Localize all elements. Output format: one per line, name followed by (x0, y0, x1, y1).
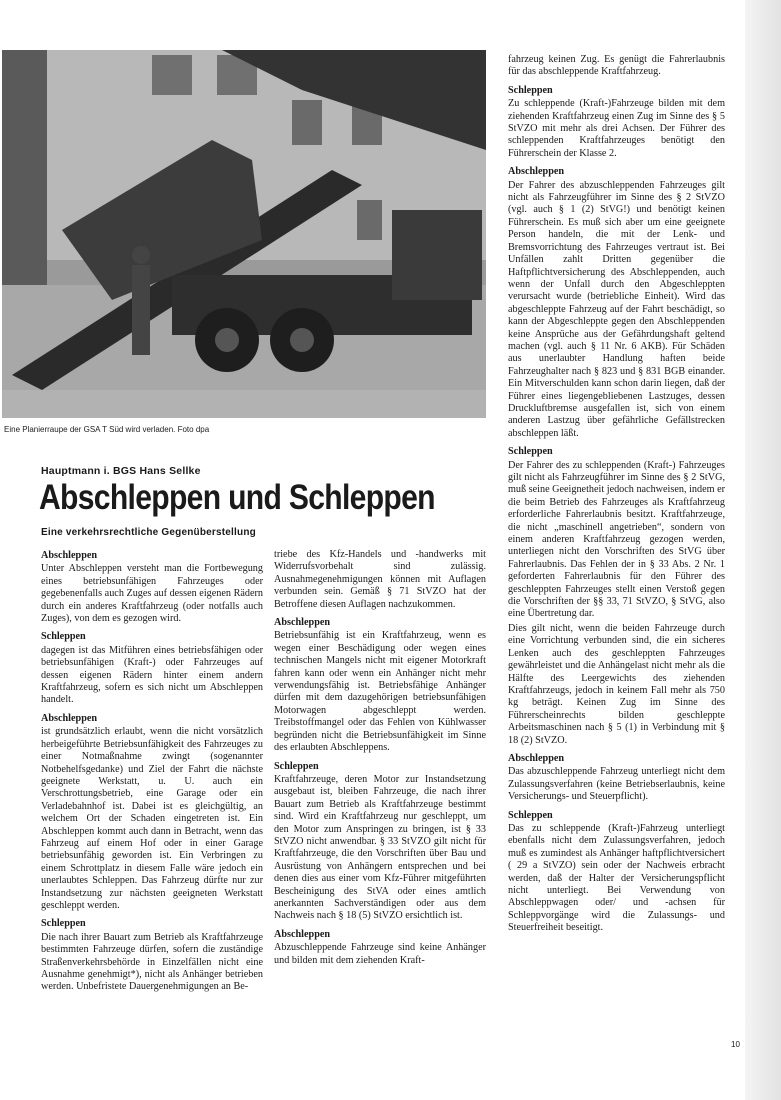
section-paragraph: Der Fahrer des abzuschleppenden Fahrzeuges gilt nicht als Fahrzeugführer im Sinne des § 2 StVZO (vgl. auch § 1 (2) StVG!) und benötigt keinen Führerschein. Es muß sich aber um eine geeignete Person handeln, die mit der Lenk- und Bremsvorrichtung des Fahrzeuges vertraut ist. Bei Unfällen zahlt Dritten gegenüber die Haftpflichtversicherung des Abschleppenden, auch wenn der Unfall durch den Abgeschleppten verursacht wurde (betriebliche Einheit). Wird das abgeschleppte Fahrzeug auf der Fahrt beschädigt, so kann der Abgeschleppte gegen den Abschleppenden keine Ansprüche aus der Gefährdungshaft geltend machen (vgl. auch § 11 Nr. 6 AKB). Für Schäden aus unerlaubter Handlung haften beide Fahrzeughalter nach § 823 und § 831 BGB einander. Ein Mitverschulden kann schon darin liegen, daß der Führer eines liegengebliebenen Lastzuges, dessen Druckluftbremse ausgefallen ist, sich von einem anderen Lastzug über gefährliche Gefällstrecken abschleppen läßt. (508, 179, 725, 439)
text-column-1 (41, 544, 263, 996)
section-paragraph: Der Fahrer des zu schleppenden (Kraft-) Fahrzeuges gilt nicht als Fahrzeugführer im Sinne des § 2 StVG, muß seine Geeignetheit jedoch nachweisen, indem er die beim Betrieb des Fahrzeuges als Kraftfahrzeug erforderliche Fahrerlaubnis besitzt. Kraftfahrzeuge, die nicht „maschinell angetrieben“, sondern von einem anderen Kraftfahrzeug gezogen werden, unterliegen nicht den Vorschriften des StVG über Fahrerlaubnis. Das Fehlen der in § 33 Abs. 2 Nr. 1 geforderten Fahrerlaubnis für den Führer des geschleppten Fahrzeuges stellt einen Verstoß gegen die Vorschriften der §§ 33, 71 StVZO, § StVG, also eine Übertretung dar. (508, 459, 725, 620)
section-heading: Schleppen (41, 918, 86, 930)
news-photo (2, 50, 486, 418)
photo-caption: Eine Planierraupe der GSA T Süd wird verladen. Foto dpa (4, 425, 210, 434)
section-heading: Schleppen (274, 760, 319, 772)
section-heading: Abschleppen (274, 617, 331, 629)
section-heading: Abschleppen (508, 752, 565, 764)
section-heading: Schleppen (508, 446, 553, 458)
text-column-2 (274, 549, 486, 969)
section-paragraph: Abzuschleppende Fahrzeuge sind keine Anhänger und bilden mit dem ziehenden Kraft- (274, 942, 486, 966)
article-subtitle: Eine verkehrsrechtliche Gegenüberstellung (41, 527, 256, 538)
section-paragraph: Zu schleppende (Kraft-)Fahrzeuge bilden mit dem ziehenden Kraftfahrzeug einen Zug im Sinne des § 5 StVZO mit mehr als drei Achsen. Der Führer des schleppenden Kraftfahrzeuges benötigt den Führerschein der Klasse 2. (508, 98, 725, 159)
section-paragraph: triebe des Kfz-Handels und -handwerks mit Widerrufsvorbehalt sind zulässig. Ausnahmegenehmigungen können mit Auflagen verbunden sein. Gemäß § 71 StVZO hat der Betroffene diesen Auflagen nachzukommen. (274, 549, 486, 610)
section-paragraph: Betriebsunfähig ist ein Kraftfahrzeug, wenn es wegen einer Beschädigung oder wegen eines technischen Mangels nicht mit eigener Motorkraft fahren kann oder wenn ein Anhänger nicht mehr verwendungsfähig ist. Betriebsfähige Anhänger dürfen mit dem dazugehörigen betriebsunfähigen Motorwagen abgeschleppt werden. Treibstoffmangel oder das Fehlen von Kühlwasser begründen nicht die Betriebsunfähigkeit im Sinne des erlaubten Abschleppens. (274, 630, 486, 754)
section-heading: Abschleppen (41, 550, 98, 561)
page-edge (745, 0, 781, 1100)
section-paragraph: Dies gilt nicht, wenn die beiden Fahrzeuge durch eine Vorrichtung verbunden sind, die ein sicheres Lenken auch des geschleppten Fahrzeuges gewährleistet und die Anhängelast nicht mehr als die Hälfte des Leergewichts des ziehenden Kraftfahrzeugs, jedoch in keinem Fall mehr als 750 kg beträgt. Keinen Zug im Sinne des Führerscheinrechts bilden geschleppte Arbeitsmaschinen nach § 5 (1) in Verbindung mit § 18 (2) StVZO. (508, 622, 725, 746)
section-heading: Abschleppen (274, 928, 331, 940)
section-paragraph: Unter Abschleppen versteht man die Fortbewegung eines betriebsunfähigen Fahrzeuges oder gegebenenfalls auch Zuges auf dessen eigenen Rädern durch ein anderes Kraftfahrzeug (oder notfalls auch Zuges), von dem es gezogen wird. (41, 563, 263, 625)
section-paragraph: ist grundsätzlich erlaubt, wenn die nicht vorsätzlich herbeigeführte Betriebsunfähigkeit des Fahrzeuges zu einer Notmaßnahme zwingt (sogenannter Notbehelfsgedanke) und Ziel der Fahrt die nächste geeignete Werkstatt, u. U. auch ein Verschrottungsbetrieb, eine Garage oder ein Verladebahnhof ist. Dabei ist es gleichgültig, an welchem Ort der Schaden eingetreten ist. Ein Abschleppen kommt auch dann in Betracht, wenn das Fahrzeug auf einem Hof oder in einer Garage betriebsunfähig geworden ist. Ein Verbringen zu einem Schrottplatz in diesem Falle wäre jedoch ein unerlaubtes Schleppen. Das Fahrzeug dürfte nur zur Instandsetzung zur nächsten geeigneten Werkstatt geschleppt werden. (41, 726, 263, 911)
author-line: Hauptmann i. BGS Hans Sellke (41, 465, 201, 477)
section-paragraph: dagegen ist das Mitführen eines betriebsfähigen oder betriebsunfähigen (Kraft-) oder Fahrzeuges auf dessen eigenen Rädern hinter einem andern Kraftfahrzeug, sofern es sich nicht um Abschleppen handelt. (41, 644, 263, 706)
section-heading: Schleppen (508, 84, 553, 96)
text-column-3 (508, 54, 725, 937)
section-paragraph: fahrzeug keinen Zug. Es genügt die Fahrerlaubnis für das abschleppende Kraftfahrzeug. (508, 54, 725, 78)
section-heading: Abschleppen (41, 712, 98, 724)
section-paragraph: Kraftfahrzeuge, deren Motor zur Instandsetzung ausgebaut ist, bleiben Fahrzeuge, die nach ihrer Bauart zum Betrieb als Kraftfahrzeuge bestimmt sind. Wird ein Kraftfahrzeug nur geschleppt, um den Motor zum Anspringen zu bringen, ist § 33 StVZO nicht anwendbar. § 33 StVZO gilt nicht für Kraftfahrzeuge, die den Vorschriften über Bau und Ausrüstung von Anhängern entsprechen und bei denen dies aus einer vom Kfz-Führer mitgeführten Bescheinigung des StVA oder eines amtlich anerkannten Sachverständigen oder aus dem Nachweis nach § 18 (5) StVZO ersichtlich ist. (274, 773, 486, 922)
section-heading: Schleppen (41, 631, 86, 643)
article-title: Abschleppen und Schleppen (39, 478, 435, 517)
section-paragraph: Die nach ihrer Bauart zum Betrieb als Kraftfahrzeuge bestimmten Fahrzeuge dürfen, sofern die zuständige Straßenverkehrsbehörde in Einzelfällen nicht eine Ausnahme genehmigt*), nicht als Anhänger betrieben werden. Unbefristete Dauergenehmigungen an Be- (41, 931, 263, 993)
photo-illustration (2, 50, 486, 418)
section-heading: Abschleppen (508, 166, 565, 178)
page-number: 10 (731, 1040, 740, 1049)
section-heading: Schleppen (508, 809, 553, 821)
section-paragraph: Das zu schleppende (Kraft-)Fahrzeug unterliegt ebenfalls nicht dem Zulassungsverfahren, jedoch muß es zumindest als Anhänger haftpflichtversichert ( 29 a StVZO) sein oder der Nachweis erbracht werden, daß der Halter der Versicherungspflicht nicht unterliegt. Bei Verwendung von Abschleppwagen oder/ und -achsen für Schleppvorgänge wird die Zulassungs- und Steuerfreiheit beseitigt. (508, 822, 725, 934)
section-paragraph: Das abzuschleppende Fahrzeug unterliegt nicht dem Zulassungsverfahren (keine Betriebserlaubnis, keine Versicherungs- und Steuerpflicht). (508, 766, 725, 803)
